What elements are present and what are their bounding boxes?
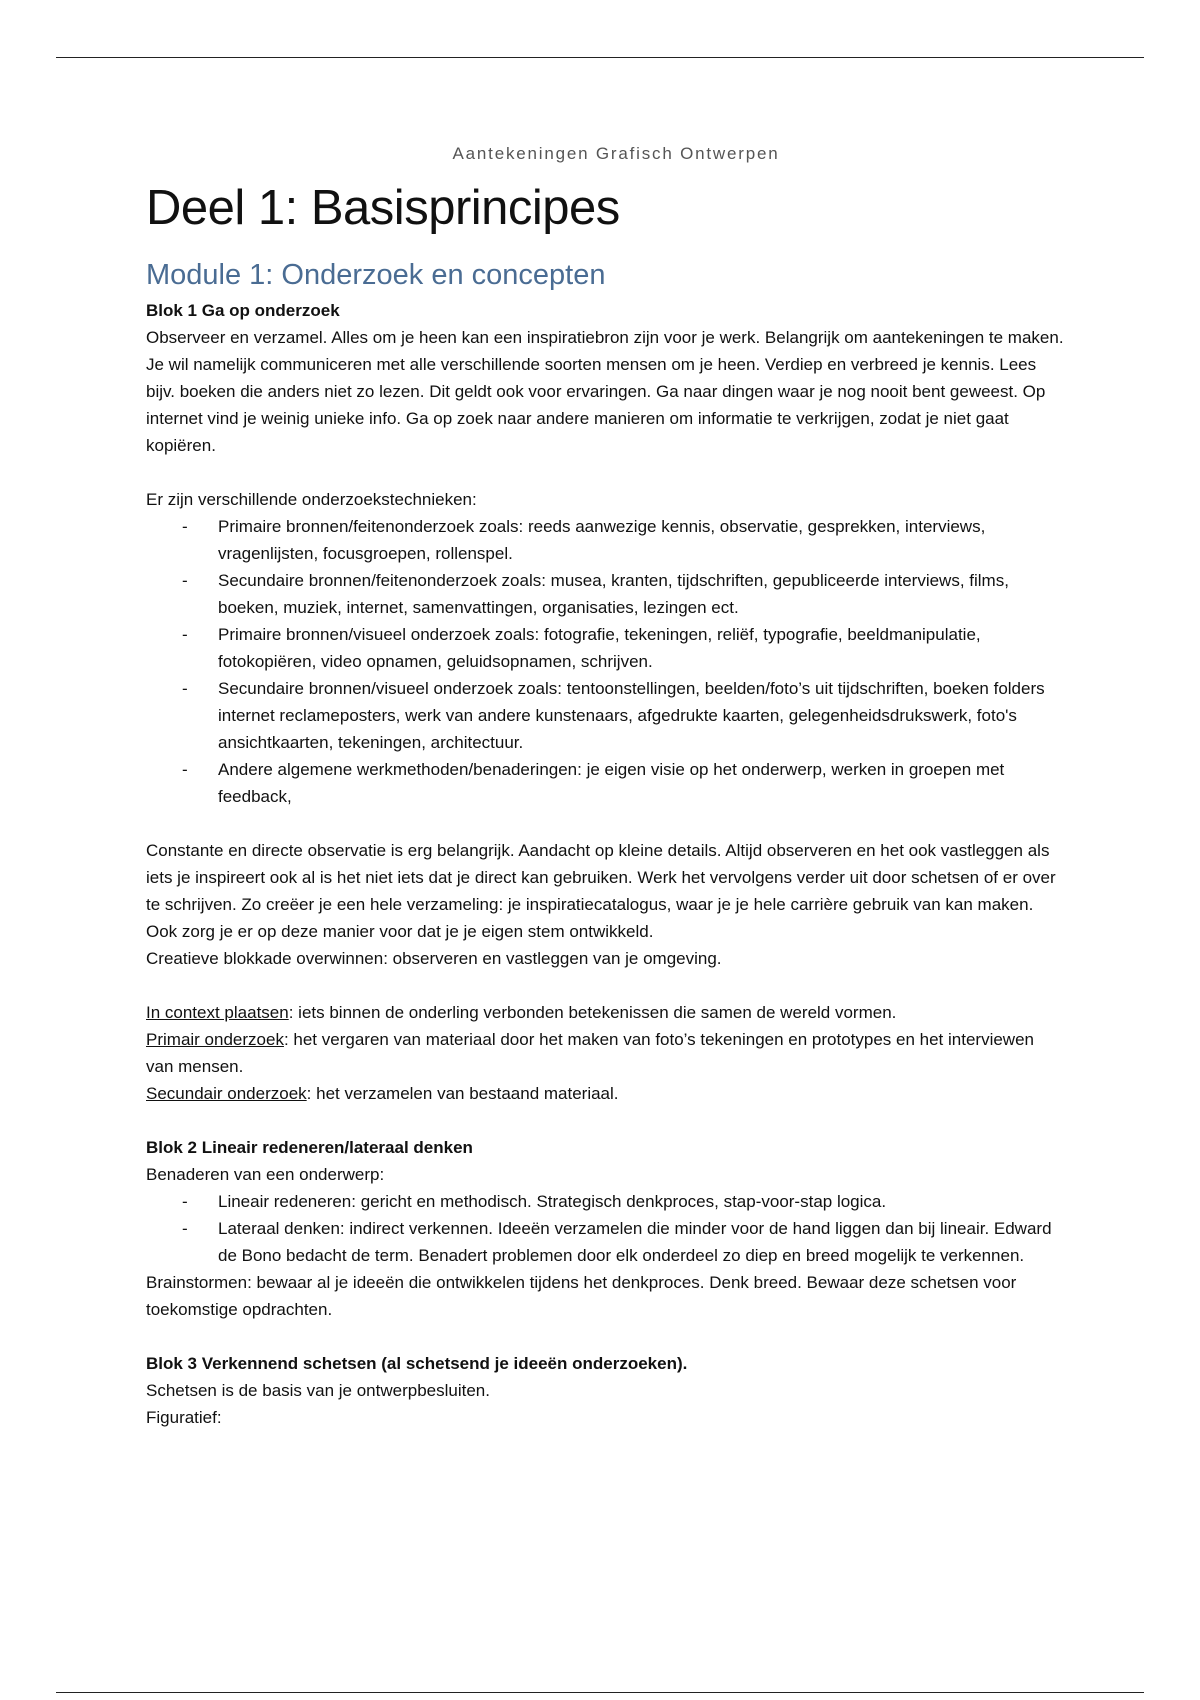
list-item-text: Primaire bronnen/feitenonderzoek zoals: reeds aanwezige kennis, observatie, gesprekken, interviews, vragenlijsten, focusgroepen, rollenspel.: [218, 516, 986, 563]
list-item: [146, 1188, 1066, 1215]
block3-line2: Figuratief:: [146, 1407, 222, 1427]
block1-title: Blok 1 Ga op onderzoek: [146, 300, 340, 320]
observation-paragraph: Constante en directe observatie is erg belangrijk. Aandacht op kleine details. Altijd observeren en het ook vastleggen als iets je inspireert ook al is het niet iets dat je direct kan gebruiken. Werk het vervolgens verder uit door schetsen of er over te schrijven. Zo creëer je een hele verzameling: je inspiratiecatalogus, waar je je hele carrière gebruik van kan maken. Ook zorg je er op deze manier voor dat je je eigen stem ontwikkeld.: [146, 840, 1056, 941]
list-item: [146, 1215, 1066, 1269]
list-item: [146, 675, 1066, 756]
dash-bullet: -: [182, 570, 188, 590]
dash-bullet: -: [182, 678, 188, 698]
techniques-intro: Er zijn verschillende onderzoekstechnieken:: [146, 489, 477, 509]
brainstorm-paragraph: Brainstormen: bewaar al je ideeën die ontwikkelen tijdens het denkproces. Denk breed. Bewaar deze schetsen voor toekomstige opdrachten.: [146, 1272, 1017, 1319]
bottom-rule: [56, 1692, 1144, 1693]
list-item-text: Lateraal denken: indirect verkennen. Ideeën verzamelen die minder voor de hand liggen dan bij lineair. Edward de Bono bedacht de term. Benadert problemen door elk onderdeel zo diep en breed mogelijk te verkennen.: [218, 1218, 1052, 1265]
running-header: Aantekeningen Grafisch Ontwerpen: [452, 144, 780, 163]
list-item-text: Andere algemene werkmethoden/benaderingen: je eigen visie op het onderwerp, werken in groepen met feedback,: [218, 759, 1005, 806]
list-item-text: Primaire bronnen/visueel onderzoek zoals: fotografie, tekeningen, reliëf, typografie, beeldmanipulatie, fotokopiëren, video opnamen, geluidsopnamen, schrijven.: [218, 624, 981, 671]
dash-bullet: -: [182, 1191, 188, 1211]
definition-term: Primair onderzoek: [146, 1029, 284, 1049]
list-item: [146, 513, 1066, 567]
block3-title: Blok 3 Verkennend schetsen (al schetsend je ideeën onderzoeken).: [146, 1353, 688, 1373]
spacer: [146, 810, 1066, 837]
list-item: [146, 567, 1066, 621]
list-item: [146, 621, 1066, 675]
block2-intro: Benaderen van een onderwerp:: [146, 1164, 385, 1184]
spacer: [146, 1107, 1066, 1134]
list-item-text: Secundaire bronnen/feitenonderzoek zoals: musea, kranten, tijdschriften, gepubliceerde interviews, films, boeken, muziek, internet, samenvattingen, organisaties, lezingen ect.: [218, 570, 1009, 617]
dash-bullet: -: [182, 1218, 188, 1238]
techniques-list: [146, 513, 1066, 810]
definition-text: : het verzamelen van bestaand materiaal.: [306, 1083, 619, 1103]
definition-secondary: [146, 1080, 1066, 1107]
list-item-text: Secundaire bronnen/visueel onderzoek zoals: tentoonstellingen, beelden/foto’s uit tijdschriften, boeken folders internet reclameposters, werk van andere kunstenaars, afgedrukte kaarten, gelegenheidsdrukswerk, foto's ansichtkaarten, tekeningen, architectuur.: [218, 678, 1045, 752]
dash-bullet: -: [182, 516, 188, 536]
list-item: [146, 756, 1066, 810]
approach-list: [146, 1188, 1066, 1269]
definition-term: Secundair onderzoek: [146, 1083, 307, 1103]
module-title: Module 1: Onderzoek en concepten: [146, 258, 606, 291]
dash-bullet: -: [182, 624, 188, 644]
spacer: [146, 972, 1066, 999]
definition-primary: [146, 1026, 1066, 1080]
spacer: [146, 459, 1066, 486]
block2-title: Blok 2 Lineair redeneren/lateraal denken: [146, 1137, 473, 1157]
dash-bullet: -: [182, 759, 188, 779]
page-title: Deel 1: Basisprincipes: [146, 181, 620, 235]
spacer: [146, 1323, 1066, 1350]
top-rule: [56, 57, 1144, 58]
list-item-text: Lineair redeneren: gericht en methodisch. Strategisch denkproces, stap-voor-stap logica.: [218, 1191, 887, 1211]
definition-context: [146, 999, 1066, 1026]
definition-term: In context plaatsen: [146, 1002, 289, 1022]
document-page: [146, 144, 1066, 1431]
block3-line1: Schetsen is de basis van je ontwerpbesluiten.: [146, 1380, 490, 1400]
definition-text: : iets binnen de onderling verbonden betekenissen die samen de wereld vormen.: [288, 1002, 897, 1022]
creative-block-line: Creatieve blokkade overwinnen: observeren en vastleggen van je omgeving.: [146, 948, 722, 968]
definition-text: : het vergaren van materiaal door het maken van foto’s tekeningen en prototypes en het interviewen van mensen.: [146, 1029, 1034, 1076]
block1-intro: Observeer en verzamel. Alles om je heen kan een inspiratiebron zijn voor je werk. Belangrijk om aantekeningen te maken. Je wil namelijk communiceren met alle verschillende soorten mensen om je heen. Verdiep en verbreed je kennis. Lees bijv. boeken die anders niet zo lezen. Dit geldt ook voor ervaringen. Ga naar dingen waar je nog nooit bent geweest. Op internet vind je weinig unieke info. Ga op zoek naar andere manieren om informatie te verkrijgen, zodat je niet gaat kopiëren.: [146, 327, 1064, 455]
